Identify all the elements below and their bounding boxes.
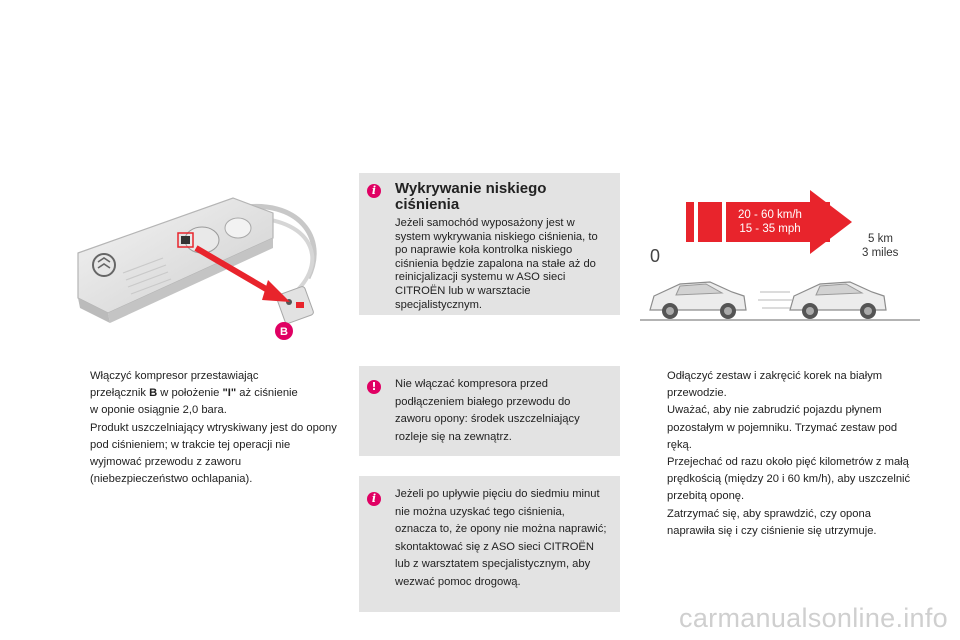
info-icon: i bbox=[367, 492, 381, 506]
list-item bbox=[643, 454, 913, 506]
right-instructions bbox=[643, 368, 913, 540]
list-item-text: Przejechać od razu około pięć kilometrów z małą prędkością (między 20 i 60 km/h), aby uszczelnić przebitą oponę. bbox=[667, 456, 911, 503]
list-item-text: Zatrzymać się, aby sprawdzić, czy opona naprawiła się i czy ciśnienie się utrzymuje. bbox=[667, 507, 877, 537]
switch-position-i: "I" bbox=[222, 387, 237, 400]
car-stationary-icon bbox=[650, 282, 746, 319]
compressor-illustration bbox=[68, 178, 340, 348]
start-zero-label: 0 bbox=[650, 246, 661, 266]
step-line-1: Włączyć kompresor przestawiając bbox=[90, 370, 259, 382]
warning-box bbox=[359, 366, 620, 456]
list-item-text: Odłączyć zestaw i zakręcić korek na białym przewodzie. bbox=[667, 370, 883, 400]
left-instructions bbox=[66, 368, 342, 488]
info-icon: i bbox=[367, 184, 381, 198]
info-box-text: Jeżeli samochód wyposażony jest w system wykrywania niskiego ciśnienia, to po naprawie koła kontrolka niskiego ciśnienia będzie zapalona na stałe aż do reinicjalizacji systemu w ASO sieci CITROËN lub w warsztacie specjalistycznym. bbox=[395, 217, 598, 311]
speed-mph-label: 15 - 35 mph bbox=[739, 223, 801, 235]
speed-distance-diagram bbox=[640, 180, 920, 330]
list-item bbox=[643, 506, 913, 540]
warning-text: Nie włączać kompresora przed podłączeniem białego przewodu do zaworu opony: środek uszczelniający rozleje się na zewnątrz. bbox=[395, 378, 580, 443]
speed-kmh-label: 20 - 60 km/h bbox=[738, 209, 802, 221]
note-box bbox=[359, 476, 620, 612]
list-item bbox=[66, 368, 342, 488]
distance-miles-label: 3 miles bbox=[862, 247, 899, 259]
callout-label-b: B bbox=[280, 326, 288, 338]
list-item bbox=[643, 368, 913, 454]
car-moving-icon bbox=[790, 282, 886, 319]
step-continuation: Produkt uszczelniający wtryskiwany jest do opony pod ciśnieniem; w trakcie tej operacji nie wyjmować przewodu z zaworu (niebezpieczeństwo ochlapania). bbox=[90, 421, 337, 486]
watermark: carmanualsonline.info bbox=[679, 603, 948, 633]
warning-icon: ! bbox=[367, 380, 381, 394]
info-box-low-pressure bbox=[359, 173, 620, 315]
note-text: Jeżeli po upływie pięciu do siedmiu minut nie można uzyskać tego ciśnienia, oznacza to, że opony nie można naprawić; skontaktować się z ASO sieci CITROËN lub z warsztatem specjalistycznym, aby wezwać pomoc drogową. bbox=[395, 488, 607, 588]
switch-label-b: B bbox=[149, 387, 158, 400]
info-box-title: Wykrywanie niskiego ciśnienia bbox=[395, 180, 547, 213]
step-rest: w oponie osiągnie 2,0 bara. bbox=[90, 404, 227, 417]
step-line-2: przełącznik B w położenie "I" aż ciśnienie bbox=[90, 387, 298, 400]
distance-km-label: 5 km bbox=[868, 233, 893, 245]
list-item-continuation: Uważać, aby nie zabrudzić pojazdu płynem pozostałym w pojemniku. Trzymać zestaw pod ręką. bbox=[667, 404, 898, 451]
